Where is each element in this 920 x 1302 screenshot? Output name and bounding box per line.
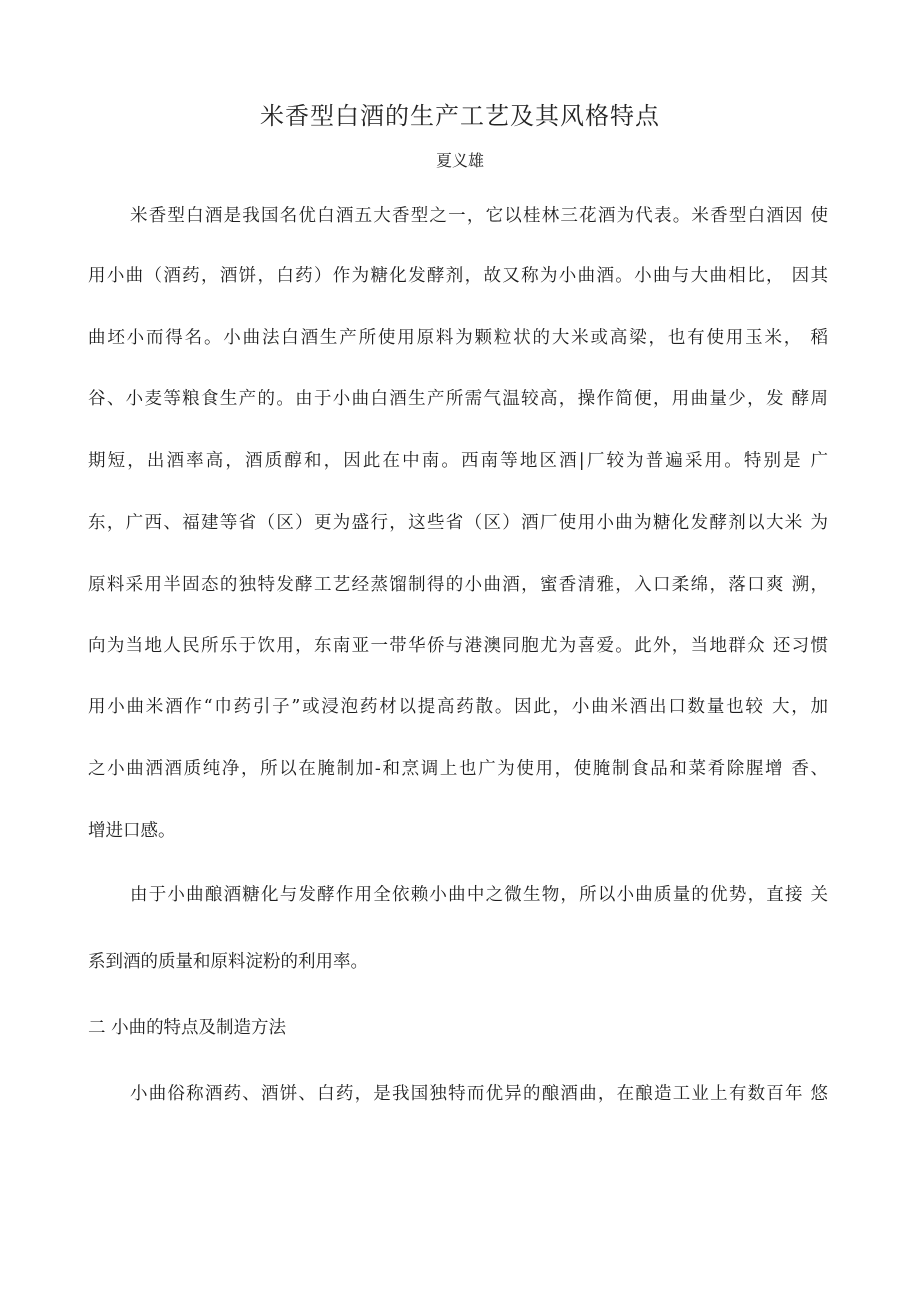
document-author: 夏义雄 xyxy=(435,151,484,170)
paragraph-line: 期短，出酒率高，酒质醇和，因此在中南。西南等地区酒|厂较为普遍采用。特别是 广 xyxy=(88,451,828,471)
paragraph-line: 用小曲（酒药，酒饼，白药）作为糖化发酵剂，故又称为小曲酒。小曲与大曲相比， 因其 xyxy=(88,266,828,286)
paragraph-line: 增进口感。 xyxy=(88,821,176,841)
paragraph-line: 原料采用半固态的独特发酵工艺经蒸馏制得的小曲酒，蜜香清雅，入口柔绵，落口爽 溯， xyxy=(88,575,828,595)
paragraph-line: 之小曲洒酒质纯净，所以在腌制加-和烹调上也广为使用，使腌制食品和菜肴除腥增 香、 xyxy=(88,759,828,779)
section-heading: 二 小曲的特点及制造方法 xyxy=(88,1018,287,1038)
paragraph-line: 谷、小麦等粮食生产的。由于小曲白酒生产所需气温较高，操作简便，用曲量少，发 酵周 xyxy=(88,389,828,409)
paragraph-line: 小曲俗称酒药、酒饼、白药，是我国独特而优异的酿酒曲，在酿造工业上有数百年 悠 xyxy=(130,1084,828,1104)
paragraph-line: 用小曲米酒作“巾药引子”或浸泡药材以提高药散。因此，小曲米酒出口数量也较 大，加 xyxy=(88,697,828,717)
document-title: 米香型白酒的生产工艺及其风格特点 xyxy=(260,102,660,130)
paragraph-line: 曲坯小而得名。小曲法白酒生产所使用原料为颗粒状的大米或高梁，也有使用玉米， 稻 xyxy=(88,328,828,348)
paragraph-line: 系到酒的质量和原料淀粉的利用率。 xyxy=(88,952,368,972)
paragraph-line: 向为当地人民所乐于饮用，东南亚一带华侨与港澳同胞尤为喜爱。此外，当地群众 还习惯 xyxy=(88,636,828,656)
paragraph-line: 由于小曲酿酒糖化与发酵作用全依赖小曲中之微生物，所以小曲质量的优势，直接 关 xyxy=(130,885,828,905)
paragraph-line: 东，广西、福建等省（区）更为盛行，这些省（区）酒厂使用小曲为糖化发酵剂以大米 为 xyxy=(88,513,828,533)
paragraph-line: 米香型白酒是我国名优白酒五大香型之一，它以桂林三花酒为代表。米香型白酒因 使 xyxy=(130,206,828,226)
